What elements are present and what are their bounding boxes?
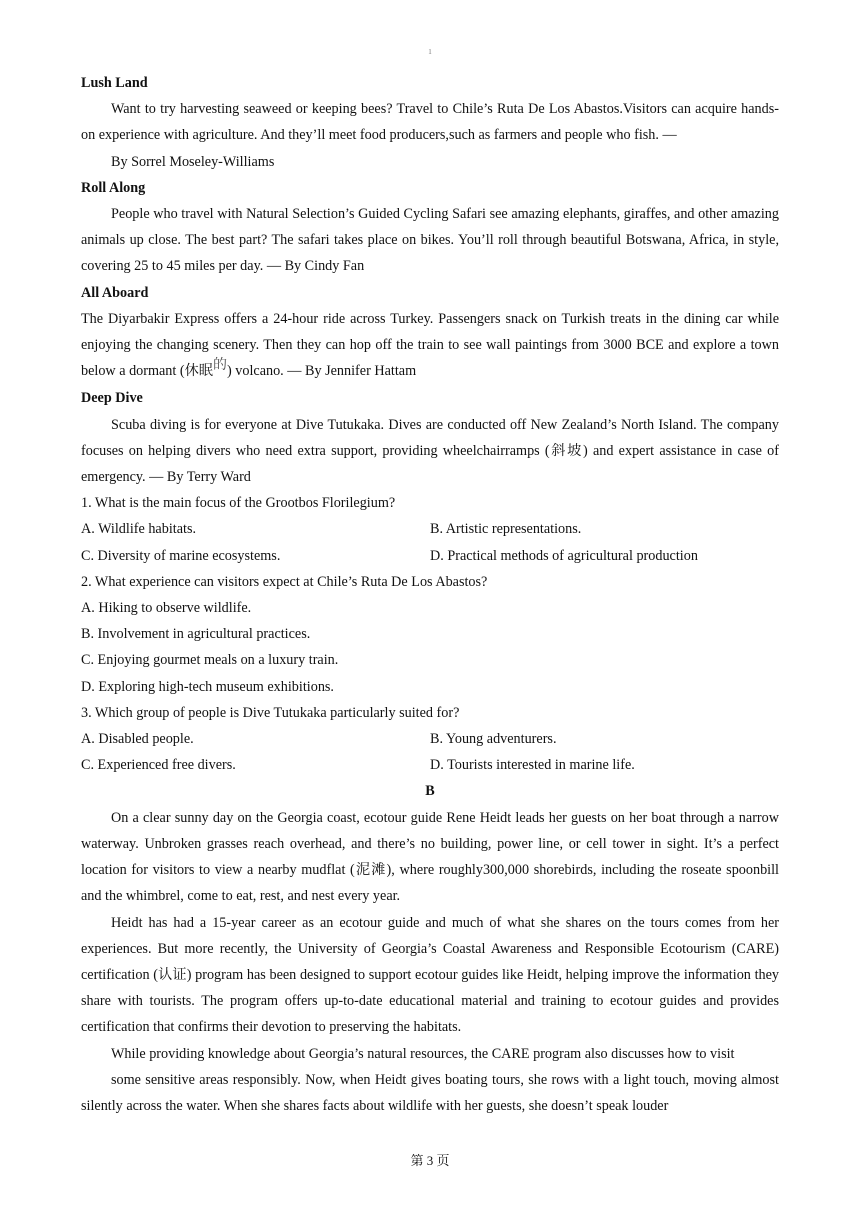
question-3-options-row-1 <box>81 726 779 752</box>
question-2-option-d: D. Exploring high-tech museum exhibitions. <box>81 678 334 695</box>
question-2-option-c: C. Enjoying gourmet meals on a luxury train. <box>81 652 339 669</box>
section-heading-lush-land: Lush Land <box>81 75 148 91</box>
question-3-option-a: A. Disabled people. <box>81 731 194 748</box>
section-body-roll-along: People who travel with Natural Selection’s Guided Cycling Safari see amazing elephants, giraffes, and other amazing animals up close. The best part? The safari takes place on bikes. You’ll roll through beautiful Botswana, Africa, in style, covering 25 to 45 miles per day. — By Cindy Fan <box>81 206 779 275</box>
question-2-option-a: A. Hiking to observe wildlife. <box>81 600 252 617</box>
top-mark: 1 <box>428 48 432 56</box>
question-3-option-d: D. Tourists interested in marine life. <box>430 757 635 774</box>
section-heading-all-aboard: All Aboard <box>81 284 149 301</box>
section-body-lush-land: Want to try harvesting seaweed or keeping bees? Travel to Chile’s Ruta De Los Abastos.Visitors can acquire hands-on experience with agriculture. And they’ll meet food producers,such as farmers and people who fish. — <box>81 101 779 144</box>
question-2-stem: 2. What experience can visitors expect at Chile’s Ruta De Los Abastos? <box>81 573 488 590</box>
question-3-option-c: C. Experienced free divers. <box>81 757 236 774</box>
section-heading-deep-dive: Deep Dive <box>81 390 143 407</box>
part-b-paragraph-1: On a clear sunny day on the Georgia coast, ecotour guide Rene Heidt leads her guests on her boat through a narrow waterway. Unbroken grasses reach overhead, and there’s no building, power line, or cell tower in sight. It’s a perfect location for visitors to view a nearby mudflat (泥滩), where roughly300,000 shorebirds, including the roseate spoonbill and the whimbrel, come to eat, rest, and nest every year. <box>81 809 779 905</box>
part-b-paragraph-2: Heidt has had a 15-year career as an ecotour guide and much of what she shares on the tours comes from her experiences. But more recently, the University of Georgia’s Coastal Awareness and Responsible Ecotourism (CARE) certification (认证) program has been designed to support ecotour guides like Heidt, helping improve the information they share with tourists. The program offers up-to-date educational material and training to ecotour guides and provides certification that confirms their devotion to preserving the habitats. <box>81 914 779 1036</box>
all-aboard-text-1: The Diyarbakir Express offers a 24-hour ride across Turkey. Passengers snack on Turkish treats in the dining car while enjoying the changing scenery. Then they can hop off the train to see wall paintings from 3000 BCE and explore a town below a dormant (休眠 <box>81 310 779 380</box>
question-1-stem: 1. What is the main focus of the Grootbos Florilegium? <box>81 495 396 512</box>
question-3-option-b: B. Young adventurers. <box>430 731 557 748</box>
question-2-option-b: B. Involvement in agricultural practices. <box>81 626 311 643</box>
section-body-deep-dive: Scuba diving is for everyone at Dive Tutukaka. Dives are conducted off New Zealand’s North Island. The company focuses on helping divers who need extra support, providing wheelchairramps (斜坡) and expert assistance in case of emergency. — By Terry Ward <box>81 416 779 486</box>
question-1-option-b: B. Artistic representations. <box>430 521 582 538</box>
page-number-footer: 第 3 页 <box>410 1153 450 1168</box>
question-1-option-c: C. Diversity of marine ecosystems. <box>81 547 281 564</box>
part-b-paragraph-4: some sensitive areas responsibly. Now, when Heidt gives boating tours, she rows with a light touch, moving almost silently across the water. When she shares facts about wildlife with her guests, she doesn’t speak louder <box>81 1071 779 1114</box>
all-aboard-superscript: 的 <box>213 358 227 374</box>
section-heading-roll-along: Roll Along <box>81 179 146 196</box>
question-1-options-row-2 <box>81 543 779 569</box>
part-b-paragraph-3: While providing knowledge about Georgia’s natural resources, the CARE program also discusses how to visit <box>111 1045 735 1062</box>
page-content <box>81 70 779 1119</box>
part-b-title: B <box>425 783 435 800</box>
question-3-options-row-2 <box>81 752 779 778</box>
question-1-options-row-1 <box>81 516 779 542</box>
all-aboard-text-2: ) volcano. — By Jennifer Hattam <box>227 363 417 380</box>
section-byline-lush-land: By Sorrel Moseley-Williams <box>111 153 275 170</box>
question-3-stem: 3. Which group of people is Dive Tutukaka particularly suited for? <box>81 704 460 721</box>
section-body-all-aboard <box>81 306 779 386</box>
question-1-option-a: A. Wildlife habitats. <box>81 521 197 538</box>
question-1-option-d: D. Practical methods of agricultural production <box>430 547 698 564</box>
